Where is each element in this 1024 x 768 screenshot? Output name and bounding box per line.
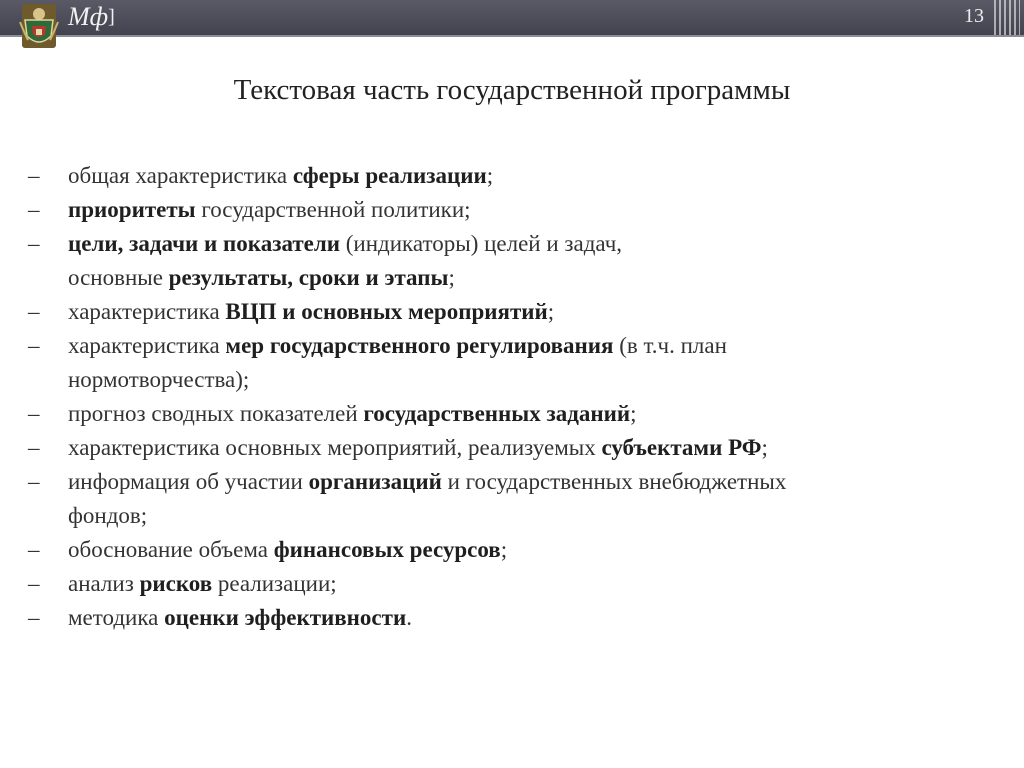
bullet-bold-text: ВЦП и основных мероприятий — [225, 299, 548, 324]
coat-of-arms-icon — [16, 2, 62, 50]
bullet-text: анализ — [68, 571, 140, 596]
bullet-item — [28, 397, 988, 431]
bullet-bold-text: государственных заданий — [363, 401, 631, 426]
bullet-text: информация об участии — [68, 469, 309, 494]
bullet-text: государственной политики; — [195, 197, 471, 222]
bullet-dash: – — [28, 163, 40, 188]
bullet-item — [28, 465, 988, 533]
bullet-item — [28, 227, 988, 295]
bullet-dash: – — [28, 197, 40, 222]
bullet-text: . — [406, 605, 412, 630]
bullet-text: реализации; — [212, 571, 337, 596]
bullet-bold-text: субъектами РФ — [601, 435, 762, 460]
bullet-bold-text: мер государственного регулирования — [225, 333, 614, 358]
bullet-dash: – — [28, 469, 40, 494]
bullet-text: методика — [68, 605, 165, 630]
bullet-text: характеристика — [68, 333, 226, 358]
bullet-text: ; — [547, 299, 555, 324]
bullet-list — [28, 159, 988, 635]
bullet-bold-text: организаций — [308, 469, 442, 494]
bullet-dash: – — [28, 571, 40, 596]
bullet-dash: – — [28, 299, 40, 324]
bullet-text: ; — [448, 265, 455, 290]
bullet-item — [28, 601, 988, 635]
bullet-dash: – — [28, 333, 40, 358]
bullet-text: прогноз сводных показателей — [68, 401, 364, 426]
bullet-bold-text: результаты, сроки и этапы — [168, 265, 449, 290]
bullet-text: и государственных внебюджетных — [441, 469, 787, 494]
header-bar — [0, 0, 1024, 35]
bullet-item — [28, 159, 988, 193]
bullet-text: ; — [630, 401, 637, 426]
bullet-item — [28, 431, 988, 465]
bullet-item — [28, 295, 988, 329]
slide-title: Текстовая часть государственной программы — [233, 74, 791, 106]
bullet-bold-text: рисков — [139, 571, 213, 596]
logo-letters: Мф — [68, 2, 109, 31]
bullet-text: характеристика основных мероприятий, реализуемых — [68, 435, 602, 460]
header-stripes — [994, 0, 1020, 35]
bullet-item — [28, 567, 988, 601]
bullet-bold-text: приоритеты — [68, 197, 196, 222]
bullet-dash: – — [28, 435, 40, 460]
bullet-text: характеристика — [68, 299, 226, 324]
bullet-text: ; — [486, 163, 494, 188]
bullet-dash: – — [28, 231, 40, 256]
bullet-dash: – — [28, 605, 40, 630]
bullet-item — [28, 193, 988, 227]
header-divider — [0, 35, 1024, 37]
bullet-text: ; — [761, 435, 768, 460]
ministry-logo-text — [68, 2, 115, 32]
page-number: 13 — [964, 5, 984, 27]
bullet-text: обоснование объема — [68, 537, 274, 562]
bullet-text: (индикаторы) целей и задач, — [340, 231, 623, 256]
bullet-text: ; — [500, 537, 508, 562]
bullet-text: общая характеристика — [68, 163, 293, 188]
bullet-dash: – — [28, 401, 40, 426]
bullet-bold-text: цели, задачи и показатели — [68, 231, 341, 256]
bullet-text: фондов; — [68, 503, 148, 528]
bullet-bold-text: оценки эффективности — [164, 605, 407, 630]
bullet-dash: – — [28, 537, 40, 562]
bullet-text: нормотворчества); — [68, 367, 250, 392]
bullet-bold-text: сферы реализации — [292, 163, 487, 188]
bullet-item — [28, 533, 988, 567]
bullet-text: основные — [68, 265, 169, 290]
bullet-item — [28, 329, 988, 397]
bullet-bold-text: финансовых ресурсов — [273, 537, 501, 562]
logo-suffix: ] — [108, 6, 115, 28]
bullet-text: (в т.ч. план — [613, 333, 727, 358]
